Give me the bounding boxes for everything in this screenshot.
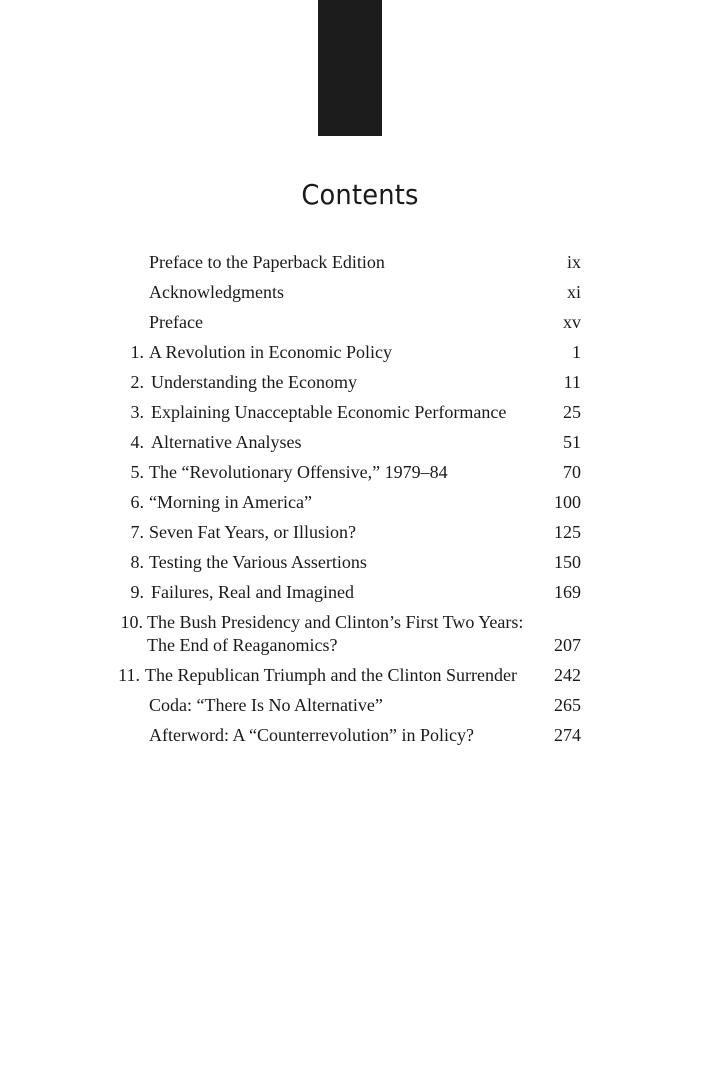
toc-entry-title-line-2: The End of Reaganomics?	[147, 635, 338, 655]
toc-entry-number: 9.	[130, 582, 144, 602]
toc-entry-title: Testing the Various Assertions	[149, 552, 367, 572]
toc-entry-page: 11	[563, 372, 581, 392]
toc-entry-chapter-4[interactable]	[0, 429, 720, 459]
toc-entry-page: 25	[563, 402, 581, 422]
chapter-tab-marker	[318, 0, 382, 136]
toc-entry-number: 11.	[118, 665, 140, 685]
toc-entry-title-line-1: The Bush Presidency and Clinton’s First Two Years:	[147, 612, 524, 632]
toc-entry-title: Preface	[149, 312, 203, 332]
toc-entry-title: Preface to the Paperback Edition	[149, 252, 385, 272]
toc-entry-title	[147, 609, 547, 658]
page-title: Contents	[301, 177, 419, 211]
toc-entry-title: The “Revolutionary Offensive,” 1979–84	[149, 462, 448, 482]
toc-entry-number: 6.	[130, 492, 144, 512]
toc-entry-page: xi	[566, 282, 581, 302]
toc-entry-page: 51	[563, 432, 581, 452]
toc-entry-number: 5.	[130, 462, 144, 482]
toc-entry-title: Coda: “There Is No Alternative”	[149, 695, 383, 715]
toc-entry-title: Acknowledgments	[149, 282, 284, 302]
toc-entry-coda[interactable]	[0, 692, 720, 722]
toc-entry-page: 274	[554, 725, 581, 745]
toc-entry-title: “Morning in America”	[149, 492, 312, 512]
toc-entry-afterword[interactable]	[0, 722, 720, 752]
toc-entry-page: ix	[566, 252, 581, 272]
toc-entry-chapter-8[interactable]	[0, 549, 720, 579]
toc-entry-number: 7.	[130, 522, 144, 542]
toc-entry-title: A Revolution in Economic Policy	[149, 342, 392, 362]
toc-entry-chapter-3[interactable]	[0, 399, 720, 429]
toc-entry-title: Afterword: A “Counterrevolution” in Policy?	[149, 725, 474, 745]
toc-entry-page: 265	[554, 695, 581, 715]
toc-entry-title: Explaining Unacceptable Economic Performance	[151, 402, 507, 422]
toc-entry-preface[interactable]	[0, 309, 720, 339]
toc-entry-page: 70	[563, 462, 581, 482]
toc-entry-chapter-5[interactable]	[0, 459, 720, 489]
toc-entry-chapter-1[interactable]	[0, 339, 720, 369]
toc-entry-title: Failures, Real and Imagined	[151, 582, 354, 602]
toc-entry-page: 169	[554, 582, 581, 602]
toc-entry-page: 150	[554, 552, 581, 572]
toc-entry-title: Alternative Analyses	[151, 432, 302, 452]
toc-entry-chapter-7[interactable]	[0, 519, 720, 549]
toc-entry-page: 125	[554, 522, 581, 542]
toc-entry-page: 100	[554, 492, 581, 512]
toc-entry-number: 3.	[130, 402, 144, 422]
toc-entry-number: 1.	[130, 342, 144, 362]
toc-entry-number: 2.	[130, 372, 144, 392]
toc-entry-title: Seven Fat Years, or Illusion?	[149, 522, 356, 542]
toc-entry-chapter-9[interactable]	[0, 579, 720, 609]
toc-entry-page: 1	[572, 342, 581, 362]
toc-entry-paperback-preface[interactable]	[0, 249, 720, 279]
toc-entry-chapter-2[interactable]	[0, 369, 720, 399]
toc-entry-chapter-10[interactable]	[0, 609, 720, 662]
toc-entry-chapter-6[interactable]	[0, 489, 720, 519]
toc-entry-page: 242	[554, 665, 581, 685]
toc-entry-number: 10.	[120, 612, 143, 632]
toc-entry-chapter-11[interactable]	[0, 662, 720, 692]
toc-entry-number: 8.	[130, 552, 144, 572]
toc-entry-title: The Republican Triumph and the Clinton Surrender	[145, 665, 517, 685]
toc-entry-page: 207	[554, 635, 581, 655]
toc-entry-page: xv	[563, 312, 581, 332]
table-of-contents	[0, 249, 720, 752]
toc-entry-number: 4.	[130, 432, 144, 452]
toc-entry-acknowledgments[interactable]	[0, 279, 720, 309]
toc-entry-title: Understanding the Economy	[151, 372, 357, 392]
